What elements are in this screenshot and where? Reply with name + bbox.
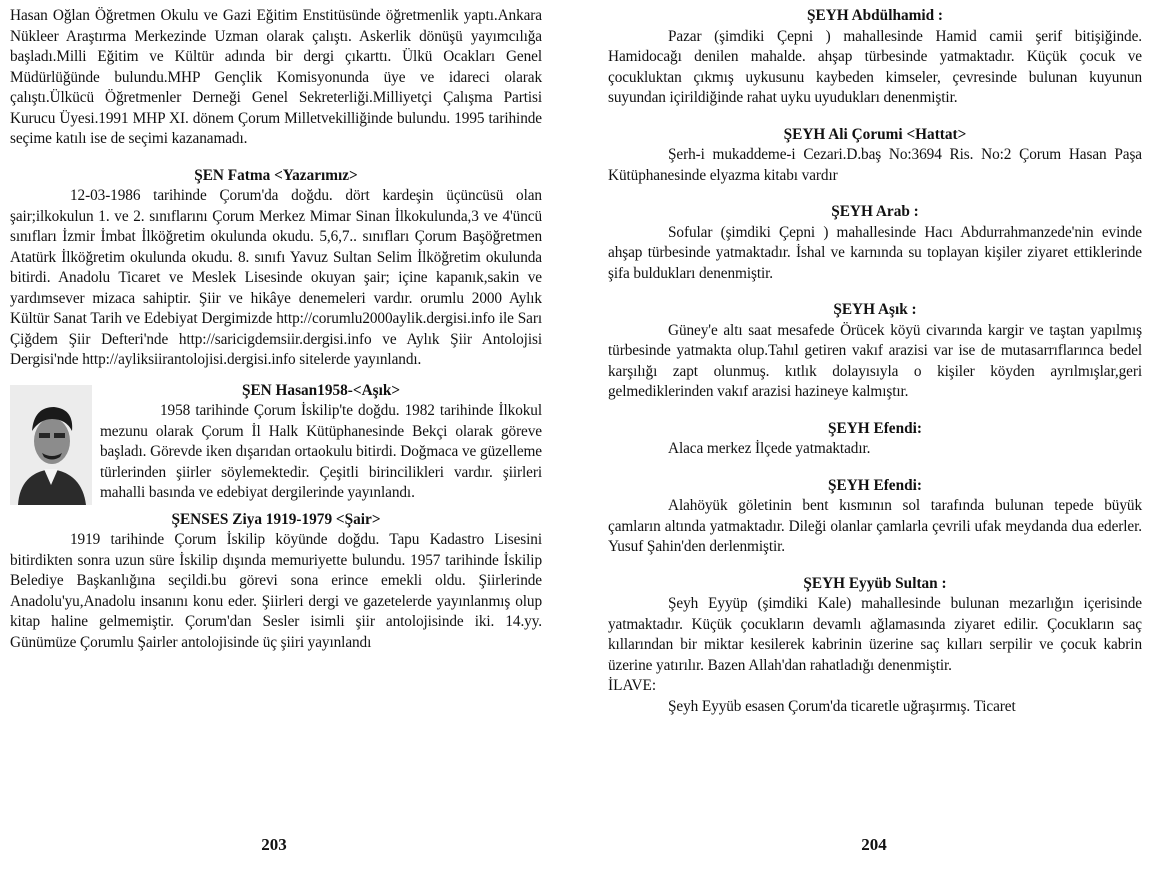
addendum-text: Şeyh Eyyüb esasen Çorum'da ticaretle uğraşırmış. Ticaret — [668, 697, 1016, 715]
entry-text: Şerh-i mukaddeme-i Cezari.D.baş No:3694 Ris. No:2 Çorum Hasan Paşa Kütüphanesinde elyazma kitabı vardır — [608, 146, 1142, 184]
entry-text: Alahöyük göletinin bent kısmının sol tarafında bulunan tepede büyük çamların altında yatmaktadır. Dileği olanlar çamlarla çevrili ufak meydanda dua ederler. Yusuf Şahin'den derlenmiştir. — [608, 497, 1142, 555]
entry-heading: ŞEYH Efendi: — [828, 419, 922, 437]
entry-text: 1919 tarihinde Çorum İskilip köyünde doğdu. Tapu Kadastro Lisesini bitirdikten sonra uzun süre İskilip dışında memuriyette bulundu. 1957 tarihinde İskilip Belediye Başkanlığına seçildi.bu görevi sona erince emekli oldu. Şiirlerinde Anadolu'yu,Anadolu insanını konu eder. Şiirleri dergi ve gazetelerde yayınlanmış olup kitap haline gelmemiştir. Çorum'dan Sesler isimli şiir antolojisinde iki. 14.yy. Günümüze Çorumlu Şairler antolojisinde üç şiiri yayınlandı — [10, 531, 542, 651]
intro-paragraph: Hasan Oğlan Öğretmen Okulu ve Gazi Eğitim Enstitüsünde öğretmenlik yaptı.Ankara Nükleer Araştırma Merkezinde Uzman olarak çalıştı. Askerlik dönüşü yayımcılığa başladı.Milli Eğitim ve Kültür adında bir dergi çıkarttı. Ülkü Ocakları Genel Müdürlüğünde bulundu.MHP Gençlik Komisyonunda üye ve idareci olarak çalıştı.Ülkücü Öğretmenler Derneği Genel Sekreterliği.Milliyetçi Çalışma Partisi Kurucu Üyesi.1991 MHP XI. dönem Çorum Milletvekilliğinde bulundu. 1995 tarihinde seçime katılı ise de seçimi kazanamadı. — [10, 7, 542, 147]
entry-heading: ŞENSES Ziya 1919-1979 <Şair> — [171, 510, 381, 528]
entry-heading: ŞEN Hasan1958-<Aşık> — [241, 381, 401, 399]
entry-text: Alaca merkez İlçede yatmaktadır. — [668, 440, 871, 457]
entry-text: 12-03-1986 tarihinde Çorum'da doğdu. dört kardeşin üçüncüsü olan şair;ilkokulun 1. ve 2. sınıflarını Çorum Merkez Mimar Sinan İlkokulunda,3 ve 4'üncü sınıfları İzmir İmbat İlköğretim okulunda okudu. 5,6,7.. sınıfları Çorum Başöğretmen Atatürk İlköğretim okulunda okudu. 8. sınıfı Yavuz Sultan Selim İlköğretim okulunda bitirdi. Anadolu Ticaret ve Meslek Lisesinde okuyan şair; içine kapanık,sakin ve yardımsever mizaca sahiptir. Şiir ve hikâye denemeleri vardır. orumlu 2000 Aylık Kültür Sanat Tarih ve Edebiyat Dergimizde http://corumlu2000aylik.dergisi.info ile Sarı Çiğdem Şiir Defteri'nde http://saricigdemsiir.dergisi.info ve Aylık Şiir Antolojisi Dergisi'nde http://ayliksiirantolojisi.dergisi.info sitelerde yayınlandı. — [10, 187, 542, 368]
left-page — [0, 0, 548, 869]
entry-heading: ŞEYH Abdülhamid : — [806, 7, 944, 24]
entry-text: Şeyh Eyyüp (şimdiki Kale) mahallesinde bulunan mezarlığın içerisinde yatmaktadır. Küçük çocukların devamlı ağlamasında ziyaret edilir. Çocukların saç kıllarından bir miktar kesilerek kabrinin üzerine saç kılları serpilir ve çocuk kabrin üzerine yatırılır. Bazen Allah'dan rahatladığı denenmiştir. — [608, 595, 1142, 674]
portrait-photo — [10, 385, 92, 505]
addendum-label: İLAVE: — [608, 677, 657, 694]
entry-text: Sofular (şimdiki Çepni ) mahallesinde Hacı Abdurrahmanzede'nin evinde ahşap türbesinde yatmaktadır. İshal ve karnında su toplayan kişiler ziyaret ettiklerinde şifa buldukları denenmiştir. — [608, 223, 1142, 282]
page-number: 204 — [861, 835, 887, 854]
entry-text: Pazar (şimdiki Çepni ) mahallesinde Hamid camii şerif bitişiğinde. Hamidocağı denilen mahalde. ahşap türbesinde yatmaktadır. Küçük çocuk ve çocukluktan çıkmış uykusunu kaybeden kimseler, çevresinde bulunan kuyunun suyundan içirildiğinde rahat uyku uyudukları denenmiştir. — [608, 27, 1142, 106]
right-page — [598, 0, 1150, 869]
entry-heading: ŞEYH Arab : — [831, 203, 919, 220]
page-number: 203 — [261, 835, 287, 854]
entry-with-photo — [10, 381, 542, 504]
entry-heading: ŞEN Fatma <Yazarımız> — [194, 166, 358, 184]
entry-heading: ŞEYH Eyyüb Sultan : — [803, 574, 947, 592]
entry-heading: ŞEYH Aşık : — [833, 301, 917, 318]
entry-heading: ŞEYH Ali Çorumi <Hattat> — [783, 125, 967, 143]
entry-text: Güney'e altı saat mesafede Örücek köyü civarında kargir ve taştan yapılmış türbesinde yatmakta olup.Tahıl getiren vakıf arazisi var ise de mutasarrıflarınca bedel karşılığı zapt olunmuş. kıtlık dolayısıyla o kişiler köyden ayrılmışlar,geri gelmediklerinden vakıf arazisi hazineye kalmıştır. — [608, 321, 1142, 400]
entry-text: 1958 tarihinde Çorum İskilip'te doğdu. 1982 tarihinde İlkokul mezunu olarak Çorum İl Halk Kütüphanesinde Bekçi olarak göreve başladı. Görevde iken dışarıdan ortaokulu bitirdi. Doğmaca ve güzelleme türlerinden şiirler söylemektedir. Çeşitli birincilikleri vardır. şiirleri mahalli basında ve edebiyat dergilerinde yayınlandı. — [100, 402, 542, 501]
entry-heading: ŞEYH Efendi: — [828, 476, 922, 494]
